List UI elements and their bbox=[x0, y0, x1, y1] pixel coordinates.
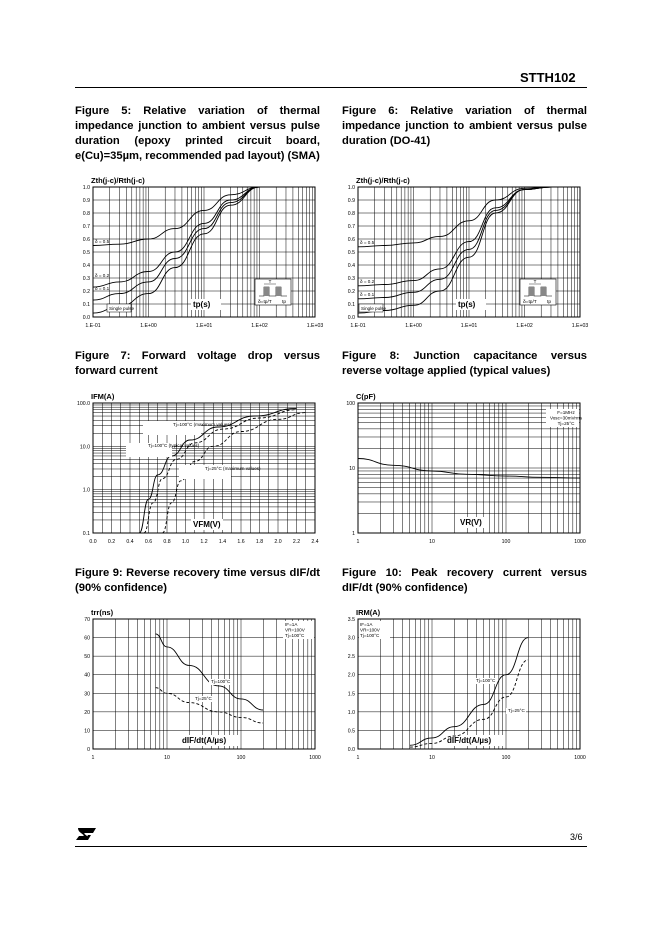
y-tick-label: 0.3 bbox=[82, 276, 90, 282]
annotation-label: Tj=100°C bbox=[360, 633, 380, 638]
figure-10-chart bbox=[340, 602, 590, 767]
x-tick-label: 1 bbox=[91, 755, 95, 761]
x-tick-label: 10 bbox=[429, 755, 435, 761]
y-tick-label: 0.8 bbox=[82, 211, 90, 217]
y-tick-label: 100 bbox=[346, 401, 355, 407]
footer-rule bbox=[75, 846, 587, 847]
y-tick-label: 0.6 bbox=[347, 237, 355, 243]
y-tick-label: 2.5 bbox=[347, 654, 355, 661]
y-tick-label: 0.1 bbox=[82, 302, 90, 308]
pulse-fill bbox=[264, 287, 269, 296]
y-axis-label: IRM(A) bbox=[356, 608, 381, 617]
x-tick-label: 1.E+03 bbox=[571, 323, 589, 329]
y-tick-label: 0.9 bbox=[82, 198, 90, 204]
x-tick-label: 1.E+01 bbox=[195, 323, 213, 329]
annotation-label: δ = 0.2 bbox=[95, 273, 110, 278]
y-tick-label: 0.3 bbox=[347, 276, 355, 282]
x-tick-label: 10 bbox=[429, 539, 435, 545]
x-tick-label: 100 bbox=[236, 755, 246, 761]
figure-7-caption: Figure 7: Forward voltage drop versus forward current bbox=[75, 350, 320, 377]
plot-frame bbox=[358, 619, 580, 749]
y-tick-label: 0.1 bbox=[82, 531, 90, 537]
x-tick-label: 1.6 bbox=[237, 539, 245, 545]
figure-9-caption: Figure 9: Reverse recovery time versus dIF/dt (90% confidence) bbox=[75, 567, 320, 594]
y-axis-label: Zth(j-c)/Rth(j-c) bbox=[91, 176, 145, 185]
y-tick-label: 0.1 bbox=[347, 302, 355, 308]
x-tick-label: 1.0 bbox=[181, 539, 190, 545]
x-tick-label: 2.0 bbox=[274, 539, 282, 545]
x-tick-label: 0.0 bbox=[89, 539, 97, 545]
annotation-label: δ = 0.1 bbox=[95, 286, 110, 291]
annotation-label: IF=1A bbox=[285, 622, 298, 627]
y-tick-label: 0.4 bbox=[347, 263, 355, 269]
x-axis-label: VFM(V) bbox=[193, 520, 221, 529]
figure-5-caption: Figure 5: Relative variation of thermal impedance junction to ambient versus pulse duration (epoxy printed circuit board, e(Cu)=35µm, recommended pad layout) (SMA) bbox=[75, 105, 320, 162]
y-tick-label: 60 bbox=[84, 635, 90, 642]
annotation-label: Vosc=30mVrms bbox=[549, 415, 583, 421]
x-tick-label: 0.6 bbox=[144, 539, 153, 545]
x-axis-label: dIF/dt(A/µs) bbox=[447, 736, 492, 745]
annotation-label: Tj=100°C (maximum values) bbox=[173, 422, 232, 427]
y-tick-label: 0.6 bbox=[82, 237, 90, 243]
y-tick-label: 30 bbox=[84, 691, 90, 698]
x-tick-label: 1.E+02 bbox=[251, 323, 268, 329]
x-tick-label: 10 bbox=[164, 755, 170, 761]
series-line-1 bbox=[410, 638, 529, 746]
y-tick-label: 70 bbox=[84, 617, 90, 623]
x-tick-label: 0.4 bbox=[126, 539, 134, 545]
document-title: STTH102 bbox=[520, 70, 576, 85]
figure-6-chart bbox=[340, 170, 590, 335]
page-number: 3/6 bbox=[570, 832, 583, 842]
x-tick-label: 100 bbox=[501, 539, 511, 545]
annotation-label: Tj=25°C bbox=[195, 696, 212, 701]
annotation-label: δ = 0.5 bbox=[95, 239, 110, 244]
annotation-label: Tj=100°C bbox=[476, 678, 496, 683]
pulse-fill bbox=[529, 287, 534, 296]
y-tick-label: 2.0 bbox=[347, 672, 355, 679]
x-tick-label: 0.2 bbox=[107, 539, 116, 545]
y-tick-label: 100.0 bbox=[77, 401, 90, 407]
y-tick-label: 0.5 bbox=[82, 250, 90, 256]
x-tick-label: 1.E+03 bbox=[306, 323, 324, 329]
series-line-1 bbox=[358, 459, 580, 479]
annotation-label: Single pulse bbox=[361, 306, 387, 311]
y-axis-label: C(pF) bbox=[356, 392, 376, 401]
y-tick-label: 40 bbox=[84, 672, 90, 679]
annotation-label: Tj=25°C (maximum values) bbox=[205, 466, 261, 471]
x-tick-label: 2.2 bbox=[292, 539, 301, 545]
y-tick-label: 0.5 bbox=[347, 728, 355, 735]
figure-6-caption: Figure 6: Relative variation of thermal impedance junction to ambient versus pulse duration (DO-41) bbox=[342, 105, 587, 147]
y-axis-label: IFM(A) bbox=[91, 392, 115, 401]
y-tick-label: 0.2 bbox=[82, 289, 90, 295]
figure-8-caption: Figure 8: Junction capacitance versus reverse voltage applied (typical values) bbox=[342, 350, 587, 377]
x-tick-label: 1000 bbox=[309, 755, 321, 761]
annotation-label: VR=100V bbox=[360, 627, 380, 633]
annotation-label: Single pulse bbox=[109, 306, 135, 311]
x-tick-label: 1 bbox=[356, 755, 360, 761]
x-tick-label: 2.4 bbox=[311, 539, 319, 545]
period-label: T bbox=[268, 279, 272, 284]
x-tick-label: 100 bbox=[501, 755, 511, 761]
y-axis-label: trr(ns) bbox=[91, 608, 114, 617]
y-tick-label: 0.9 bbox=[347, 198, 355, 204]
x-tick-label: 1.E-01 bbox=[350, 323, 366, 329]
y-tick-label: 1.0 bbox=[347, 185, 355, 191]
annotation-label: Tj=100°C bbox=[285, 633, 305, 638]
x-tick-label: 1.E+01 bbox=[460, 323, 478, 329]
pulse-fill bbox=[541, 287, 546, 296]
y-tick-label: 10 bbox=[84, 728, 90, 735]
x-tick-label: 1 bbox=[356, 539, 360, 545]
y-tick-label: 3.0 bbox=[347, 635, 355, 642]
annotation-label: VR=100V bbox=[285, 627, 305, 633]
x-tick-label: 1000 bbox=[574, 755, 586, 761]
x-tick-label: 1.E-01 bbox=[85, 323, 101, 329]
x-axis-label: dIF/dt(A/µs) bbox=[182, 736, 227, 745]
period-label: T bbox=[533, 279, 537, 284]
series-line-2 bbox=[156, 688, 264, 723]
x-tick-label: 1.4 bbox=[218, 539, 227, 545]
annotation-label: δ = 0.2 bbox=[360, 279, 375, 284]
y-tick-label: 1.0 bbox=[347, 709, 355, 716]
annotation-label: IF=1A bbox=[360, 622, 373, 627]
y-tick-label: 0.0 bbox=[347, 315, 355, 321]
y-axis-label: Zth(j-c)/Rth(j-c) bbox=[356, 176, 410, 185]
y-tick-label: 3.5 bbox=[347, 617, 355, 623]
x-axis-label: tp(s) bbox=[193, 300, 211, 309]
pulse-width-label: tp bbox=[547, 300, 552, 305]
duty-cycle-label: δ=tp/T bbox=[258, 300, 272, 305]
st-logo-icon bbox=[74, 826, 98, 842]
y-tick-label: 10 bbox=[349, 466, 355, 472]
y-tick-label: 0.2 bbox=[347, 289, 355, 295]
y-tick-label: 0.0 bbox=[82, 315, 90, 321]
y-tick-label: 0.5 bbox=[347, 250, 355, 256]
duty-cycle-label: δ=tp/T bbox=[523, 300, 537, 305]
annotation-label: δ = 0.1 bbox=[360, 292, 375, 297]
series-line-2 bbox=[410, 660, 529, 747]
y-tick-label: 20 bbox=[84, 709, 90, 716]
y-tick-label: 0.4 bbox=[82, 263, 90, 269]
header-rule bbox=[75, 87, 587, 88]
annotation-label: Tj=100°C bbox=[211, 679, 231, 684]
x-tick-label: 1.E+00 bbox=[140, 323, 157, 329]
figure-5-chart bbox=[75, 170, 325, 335]
y-tick-label: 1.5 bbox=[347, 691, 355, 698]
y-tick-label: 50 bbox=[84, 654, 90, 661]
annotation-label: F=1MHz bbox=[557, 410, 575, 415]
x-tick-label: 1.8 bbox=[255, 539, 264, 545]
x-axis-label: tp(s) bbox=[458, 300, 476, 309]
x-tick-label: 0.8 bbox=[163, 539, 171, 545]
figure-8-chart bbox=[340, 386, 590, 551]
y-tick-label: 0 bbox=[87, 747, 90, 753]
y-tick-label: 0.7 bbox=[82, 224, 90, 230]
y-tick-label: 0.8 bbox=[347, 211, 355, 217]
x-tick-label: 1000 bbox=[574, 539, 586, 545]
y-tick-label: 1.0 bbox=[82, 487, 90, 494]
y-tick-label: 10.0 bbox=[79, 444, 90, 451]
figure-7-chart bbox=[75, 386, 325, 551]
annotation-label: Tj=100°C (typical values) bbox=[148, 443, 200, 448]
x-tick-label: 1.E+00 bbox=[405, 323, 422, 329]
y-tick-label: 1 bbox=[352, 531, 355, 537]
plot-frame bbox=[93, 619, 315, 749]
y-tick-label: 0.7 bbox=[347, 224, 355, 230]
x-axis-label: VR(V) bbox=[460, 518, 482, 527]
annotation-label: Tj=25°C bbox=[557, 421, 575, 426]
x-tick-label: 1.2 bbox=[200, 539, 208, 545]
figure-9-chart bbox=[75, 602, 325, 767]
y-tick-label: 1.0 bbox=[82, 185, 90, 191]
annotation-label: Tj=25°C bbox=[508, 708, 525, 713]
figure-10-caption: Figure 10: Peak recovery current versus dIF/dt (90% confidence) bbox=[342, 567, 587, 594]
x-tick-label: 1.E+02 bbox=[516, 323, 533, 329]
pulse-fill bbox=[276, 287, 281, 296]
y-tick-label: 0.0 bbox=[347, 747, 355, 753]
pulse-width-label: tp bbox=[282, 300, 287, 305]
annotation-label: δ = 0.5 bbox=[360, 240, 375, 245]
